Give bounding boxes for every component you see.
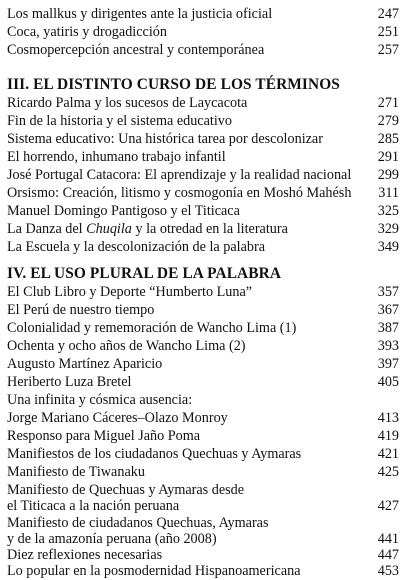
toc-entry [7, 355, 399, 373]
toc-entry-page: 393 [377, 338, 399, 354]
toc-entry [7, 319, 399, 337]
toc-entry-page: 311 [378, 185, 399, 201]
toc-entry-title: José Portugal Catacora: El aprendizaje y la realidad nacional [7, 167, 352, 183]
toc-entry-page: 279 [377, 113, 399, 129]
toc-entry-page: 427 [377, 498, 399, 514]
toc-entry-title: Lo popular en la posmodernidad Hispanoamericana [7, 563, 301, 579]
toc-entry-page: 285 [377, 131, 399, 147]
toc-entry-page: 441 [377, 531, 399, 547]
toc-entry [7, 283, 399, 301]
toc-entry-title: Cosmopercepción ancestral y contemporánea [7, 42, 265, 58]
section-heading: IV. EL USO PLURAL DE LA PALABRA [7, 265, 282, 282]
toc-entry-page: 447 [377, 547, 399, 563]
toc-entry [7, 301, 399, 319]
toc-entry [7, 148, 399, 166]
toc-entry-title: el Titicaca a la nación peruana [7, 498, 180, 514]
toc-entry [7, 337, 399, 355]
toc-entry [7, 391, 399, 409]
toc-entry-page: 397 [377, 356, 399, 372]
toc-entry-page: 421 [377, 446, 399, 462]
toc-entry [7, 238, 399, 256]
toc-entry-title-part: y la otredad en la literatura [131, 221, 288, 237]
toc-entry-title: Responso para Miguel Jaño Poma [7, 428, 201, 444]
toc-entry [7, 373, 399, 391]
toc-entry-page: 271 [377, 95, 399, 111]
toc-entry-page: 299 [377, 167, 399, 183]
toc-entry [7, 5, 399, 23]
toc-entry-title: Diez reflexiones necesarias [7, 547, 163, 563]
toc-entry-title: Manuel Domingo Pantigoso y el Titicaca [7, 203, 240, 219]
toc-entry [7, 130, 399, 148]
toc-entry-title: Fin de la historia y el sistema educativo [7, 113, 232, 129]
toc-entry [7, 202, 399, 220]
toc-entry-page: 329 [377, 221, 399, 237]
toc-entry-page: 251 [377, 24, 399, 40]
toc-entry-page: 419 [377, 428, 399, 444]
toc-entry-title: Manifiesto de Tiwanaku [7, 464, 145, 480]
toc-entry [7, 112, 399, 130]
toc-entry-title [7, 220, 288, 238]
toc-entry-title: Orsismo: Creación, litismo y cosmogonía en Moshó Mahésh [7, 185, 352, 201]
toc-entry-page: 367 [377, 302, 399, 318]
toc-entry-title: Jorge Mariano Cáceres–Olazo Monroy [7, 410, 228, 426]
toc-entry-title: El Club Libro y Deporte “Humberto Luna” [7, 284, 253, 300]
toc-entry-title: La Escuela y la descolonización de la palabra [7, 239, 266, 255]
toc-entry-title: Augusto Martínez Aparicio [7, 356, 163, 372]
toc-entry-page: 257 [377, 42, 399, 58]
toc-entry-page: 413 [377, 410, 399, 426]
toc-entry-title: Una infinita y cósmica ausencia: [7, 392, 193, 408]
toc-entry [7, 41, 399, 59]
toc-entry [7, 562, 399, 580]
toc-entry [7, 184, 399, 202]
toc-entry-title: El Perú de nuestro tiempo [7, 302, 155, 318]
toc-entry-title: Manifiestos de los ciudadanos Quechuas y Aymaras [7, 446, 302, 462]
toc-entry [7, 166, 399, 184]
toc-entry [7, 23, 399, 41]
toc-entry-title: El horrendo, inhumano trabajo infantil [7, 149, 226, 165]
toc-entry [7, 427, 399, 445]
toc-entry-title: Coca, yatiris y drogadicción [7, 24, 167, 40]
toc-entry-title: Sistema educativo: Una histórica tarea por descolonizar [7, 131, 323, 147]
toc-entry-page: 247 [377, 6, 399, 22]
toc-entry [7, 220, 399, 238]
toc-entry-title: Manifiesto de ciudadanos Quechuas, Aymaras [7, 515, 269, 531]
toc-entry-page: 405 [377, 374, 399, 390]
toc-entry [7, 463, 399, 481]
toc-entry-title-italic: Chuqila [86, 221, 132, 237]
toc-entry-page: 357 [377, 284, 399, 300]
toc-entry [7, 94, 399, 112]
toc-entry-page: 325 [377, 203, 399, 219]
toc-entry [7, 497, 399, 515]
toc-entry-title: Manifiesto de Quechuas y Aymaras desde [7, 482, 245, 498]
toc-entry-title: Ricardo Palma y los sucesos de Laycacota [7, 95, 248, 111]
toc-entry-title: Colonialidad y rememoración de Wancho Lima (1) [7, 320, 297, 336]
toc-entry-title: y de la amazonía peruana (año 2008) [7, 531, 217, 547]
toc-entry [7, 409, 399, 427]
toc-entry-page: 291 [377, 149, 399, 165]
toc-entry-page: 387 [377, 320, 399, 336]
toc-entry-page: 453 [377, 563, 399, 579]
toc-entry-title: Heriberto Luza Bretel [7, 374, 132, 390]
toc-entry-page: 425 [377, 464, 399, 480]
toc-entry-title-part: La Danza del [7, 221, 87, 237]
toc-entry-title: Los mallkus y dirigentes ante la justicia oficial [7, 6, 273, 22]
toc-entry-title: Ochenta y ocho años de Wancho Lima (2) [7, 338, 246, 354]
toc-entry [7, 445, 399, 463]
toc-entry-page: 349 [377, 239, 399, 255]
section-heading: III. EL DISTINTO CURSO DE LOS TÉRMINOS [7, 76, 340, 93]
